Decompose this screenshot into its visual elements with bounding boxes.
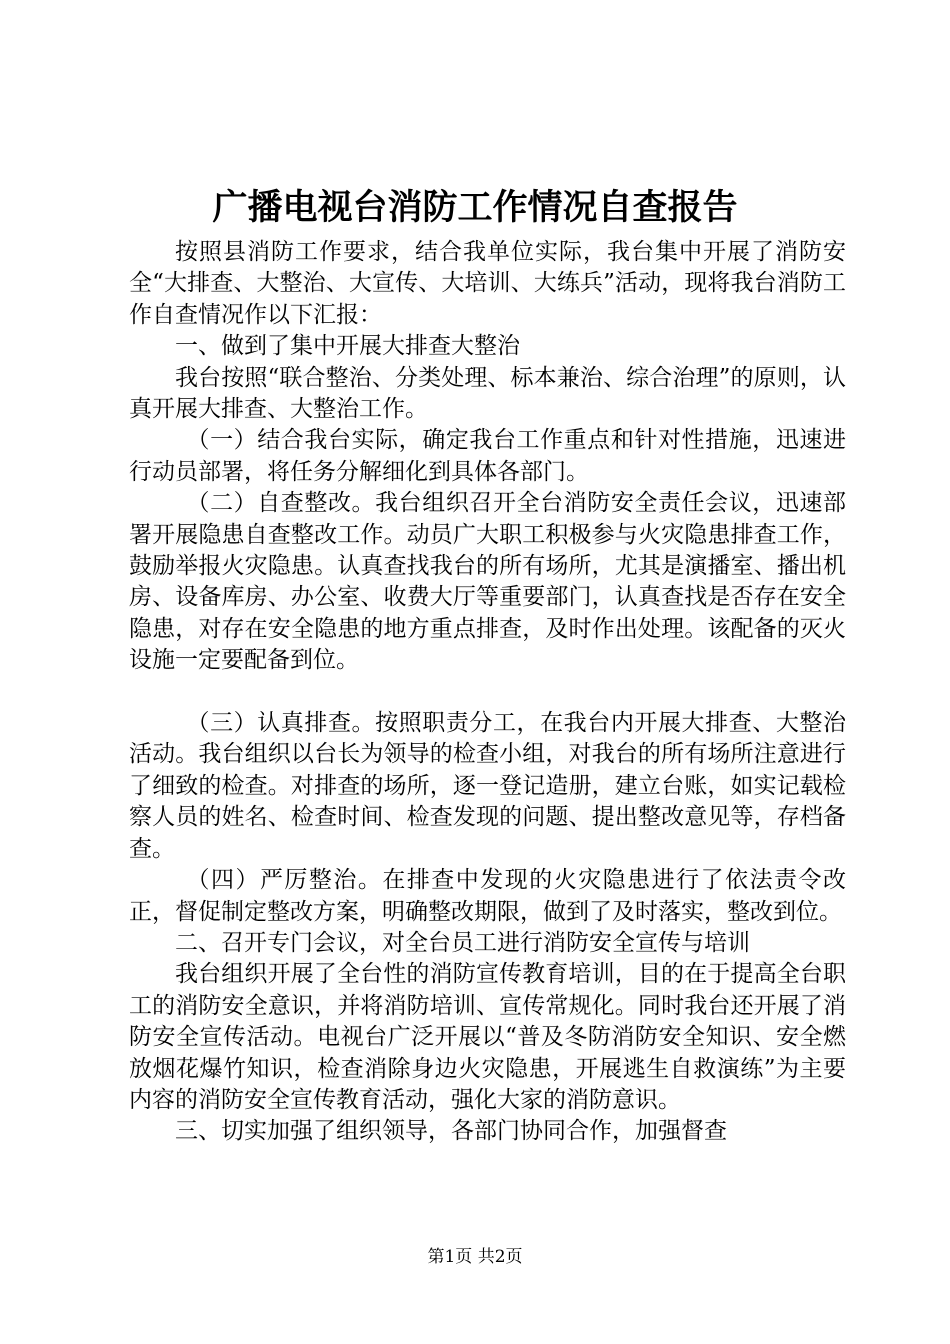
document-title: 广播电视台消防工作情况自查报告 [212,187,738,228]
subsection-paragraph-1: （一）结合我台实际，确定我台工作重点和针对性措施，迅速进行动员部署，将任务分解细化到具体各部门。 [129,427,846,485]
body-paragraph: 我台按照“联合整治、分类处理、标本兼治、综合治理”的原则，认真开展大排查、大整治工作。 [129,364,846,423]
section-heading-3: 三、切实加强了组织领导，各部门协同合作，加强督查 [175,1118,727,1145]
subsection-paragraph-4: （四）严厉整治。在排查中发现的火灾隐患进行了依法责令改正，督促制定整改方案，明确整改期限，做到了及时落实，整改到位。 [129,867,846,925]
subsection-paragraph-2: （二）自查整改。我台组织召开全台消防安全责任会议，迅速部署开展隐患自查整改工作。动员广大职工积极参与火灾隐患排查工作，鼓励举报火灾隐患。认真查找我台的所有场所，尤其是演播室、播出机房、设备库房、办公室、收费大厅等重要部门，认真查找是否存在安全隐患，对存在安全隐患的地方重点排查，及时作出处理。该配备的灭火设施一定要配备到位。 [129,490,846,674]
document-body [129,237,846,1148]
subsection-paragraph-3: （三）认真排查。按照职责分工，在我台内开展大排查、大整治活动。我台组织以台长为领导的检查小组，对我台的所有场所注意进行了细致的检查。对排查的场所，逐一登记造册，建立台账，如实记载检察人员的姓名、检查时间、检查发现的问题、提出整改意见等，存档备查。 [129,710,846,862]
blank-line [129,677,846,708]
page-number: 第1页 共2页 [427,1247,523,1267]
intro-paragraph: 按照县消防工作要求，结合我单位实际，我台集中开展了消防安全“大排查、大整治、大宣传、大培训、大练兵”活动，现将我台消防工作自查情况作以下汇报： [129,239,846,328]
section-heading-1: 一、做到了集中开展大排查大整治 [175,333,520,360]
body-paragraph: 我台组织开展了全台性的消防宣传教育培训，目的在于提高全台职工的消防安全意识，并将消防培训、宣传常规化。同时我台还开展了消防安全宣传活动。电视台广泛开展以“普及冬防消防安全知识、安全燃放烟花爆竹知识，检查消除身边火灾隐患，开展逃生自救演练”为主要内容的消防安全宣传教育活动，强化大家的消防意识。 [129,961,846,1113]
section-heading-2: 二、召开专门会议，对全台员工进行消防安全宣传与培训 [175,929,750,956]
